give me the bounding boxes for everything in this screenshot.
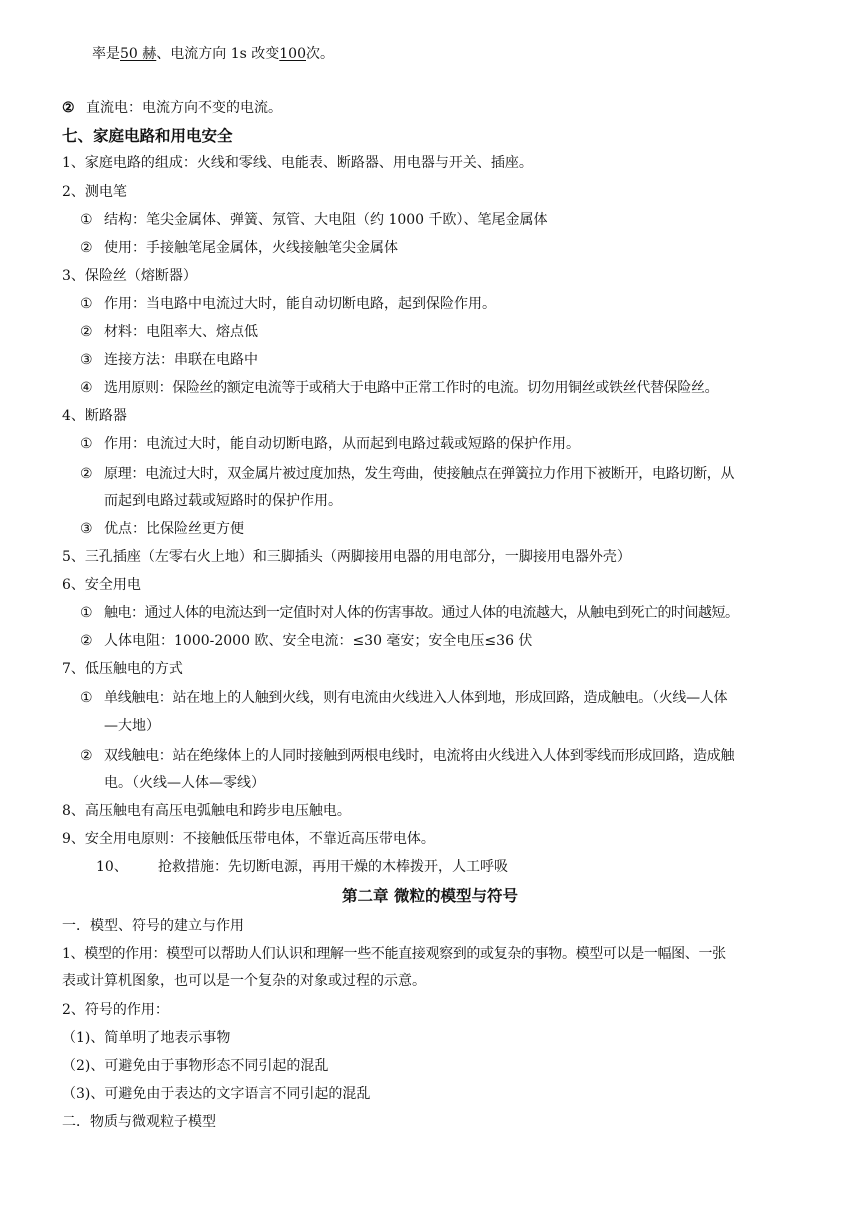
sub-item-double-wire-cont: 电。（火线—人体—零线） [104, 775, 265, 791]
item-1-model-role: 1、模型的作用：模型可以帮助人们认识和理解一些不能直接观察到的或复杂的事物。模型可以是一幅图、一张 [62, 946, 726, 962]
sub-item-usage: ② 使用：手接触笔尾金属体，火线接触笔尖金属体 [80, 240, 398, 256]
section-1-model-symbol: 一．模型、符号的建立与作用 [62, 918, 244, 934]
item-1-model-role-cont: 表或计算机图象，也可以是一个复杂的对象或过程的示意。 [62, 973, 426, 989]
item-7-low-voltage: 7、低压触电的方式 [62, 661, 183, 677]
sub-item-electric-shock: ① 触电：通过人体的电流达到一定值时对人体的伤害事故。通过人体的电流越大，从触电到死亡的时间越短。 [80, 605, 739, 621]
item-1-household-circuit: 1、家庭电路的组成：火线和零线、电能表、断路器、用电器与开关、插座。 [62, 155, 533, 171]
circled-number-3: ③ [80, 521, 93, 537]
item-4-breaker: 4、断路器 [62, 408, 127, 424]
underline-100: 100 [279, 46, 306, 62]
circled-number-2: ② [80, 633, 93, 649]
chapter-title: 第二章 微粒的模型与符号 [342, 887, 518, 905]
sub-item-double-wire: ② 双线触电：站在绝缘体上的人同时接触到两根电线时，电流将由火线进入人体到零线而形成回路，造成触 [80, 748, 735, 764]
circled-number-4: ④ [80, 380, 93, 396]
circled-number-2: ② [62, 100, 75, 116]
sub-item-body-resistance: ② 人体电阻：1000-2000 欧、安全电流：≤30 毫安；安全电压≤36 伏 [80, 633, 533, 649]
sub-item-structure: ① 结构：笔尖金属体、弹簧、氖管、大电阻（约 1000 千欧）、笔尾金属体 [80, 212, 548, 228]
sub-item-breaker-function: ① 作用：电流过大时，能自动切断电路，从而起到电路过载或短路的保护作用。 [80, 436, 580, 452]
circled-number-1: ① [80, 690, 93, 706]
sub-item-fuse-material: ② 材料：电阻率大、熔点低 [80, 324, 258, 340]
item-2-symbol-role: 2、符号的作用： [62, 1002, 169, 1018]
underline-50hz: 50 赫 [120, 46, 157, 62]
symbol-point-3: （3)、可避免由于表达的文字语言不同引起的混乱 [62, 1086, 371, 1102]
item-2-test-pen: 2、测电笔 [62, 184, 127, 200]
sub-item-breaker-advantage: ③ 优点：比保险丝更方便 [80, 521, 244, 537]
item-3-fuse: 3、保险丝（熔断器） [62, 268, 197, 284]
circled-number-1: ① [80, 605, 93, 621]
item-9-principle: 9、安全用电原则：不接触低压带电体，不靠近高压带电体。 [62, 831, 435, 847]
item-6-safety: 6、安全用电 [62, 577, 141, 593]
circled-number-2: ② [80, 466, 93, 482]
symbol-point-1: （1)、简单明了地表示事物 [62, 1030, 231, 1046]
section-heading-7: 七、家庭电路和用电安全 [62, 127, 233, 145]
circled-number-1: ① [80, 212, 93, 228]
item-8-high-voltage: 8、高压触电有高压电弧触电和跨步电压触电。 [62, 803, 351, 819]
symbol-point-2: （2)、可避免由于事物形态不同引起的混乱 [62, 1058, 329, 1074]
circled-number-1: ① [80, 296, 93, 312]
sub-item-fuse-connection: ③ 连接方法：串联在电路中 [80, 352, 258, 368]
section-2-matter-particles: 二．物质与微观粒子模型 [62, 1114, 216, 1130]
item-5-socket: 5、三孔插座（左零右火上地）和三脚插头（两脚接用电器的用电部分，一脚接用电器外壳） [62, 549, 631, 565]
item-10-rescue: 10、 抢救措施：先切断电源，再用干燥的木棒拨开，人工呼吸 [96, 859, 508, 875]
circled-number-1: ① [80, 436, 93, 452]
line-dc-definition: ② 直流电：电流方向不变的电流。 [62, 100, 282, 116]
circled-number-2: ② [80, 748, 93, 764]
sub-item-breaker-principle: ② 原理：电流过大时，双金属片被过度加热，发生弯曲，使接触点在弹簧拉力作用下被断开，电路切断，从 [80, 466, 735, 482]
circled-number-2: ② [80, 240, 93, 256]
sub-item-single-wire-cont: —大地） [104, 718, 160, 734]
line-ac-frequency: 率是50 赫、电流方向 1s 改变100次。 [92, 46, 334, 62]
sub-item-breaker-principle-cont: 而起到电路过载或短路时的保护作用。 [104, 493, 342, 509]
sub-item-fuse-function: ① 作用：当电路中电流过大时，能自动切断电路，起到保险作用。 [80, 296, 496, 312]
item-number-10: 10、 [96, 859, 128, 875]
sub-item-single-wire: ① 单线触电：站在地上的人触到火线，则有电流由火线进入人体到地，形成回路，造成触电。（火线—人体 [80, 690, 728, 706]
circled-number-2: ② [80, 324, 93, 340]
circled-number-3: ③ [80, 352, 93, 368]
sub-item-fuse-selection: ④ 选用原则：保险丝的额定电流等于或稍大于电路中正常工作时的电流。切勿用铜丝或铁丝代替保险丝。 [80, 380, 719, 396]
